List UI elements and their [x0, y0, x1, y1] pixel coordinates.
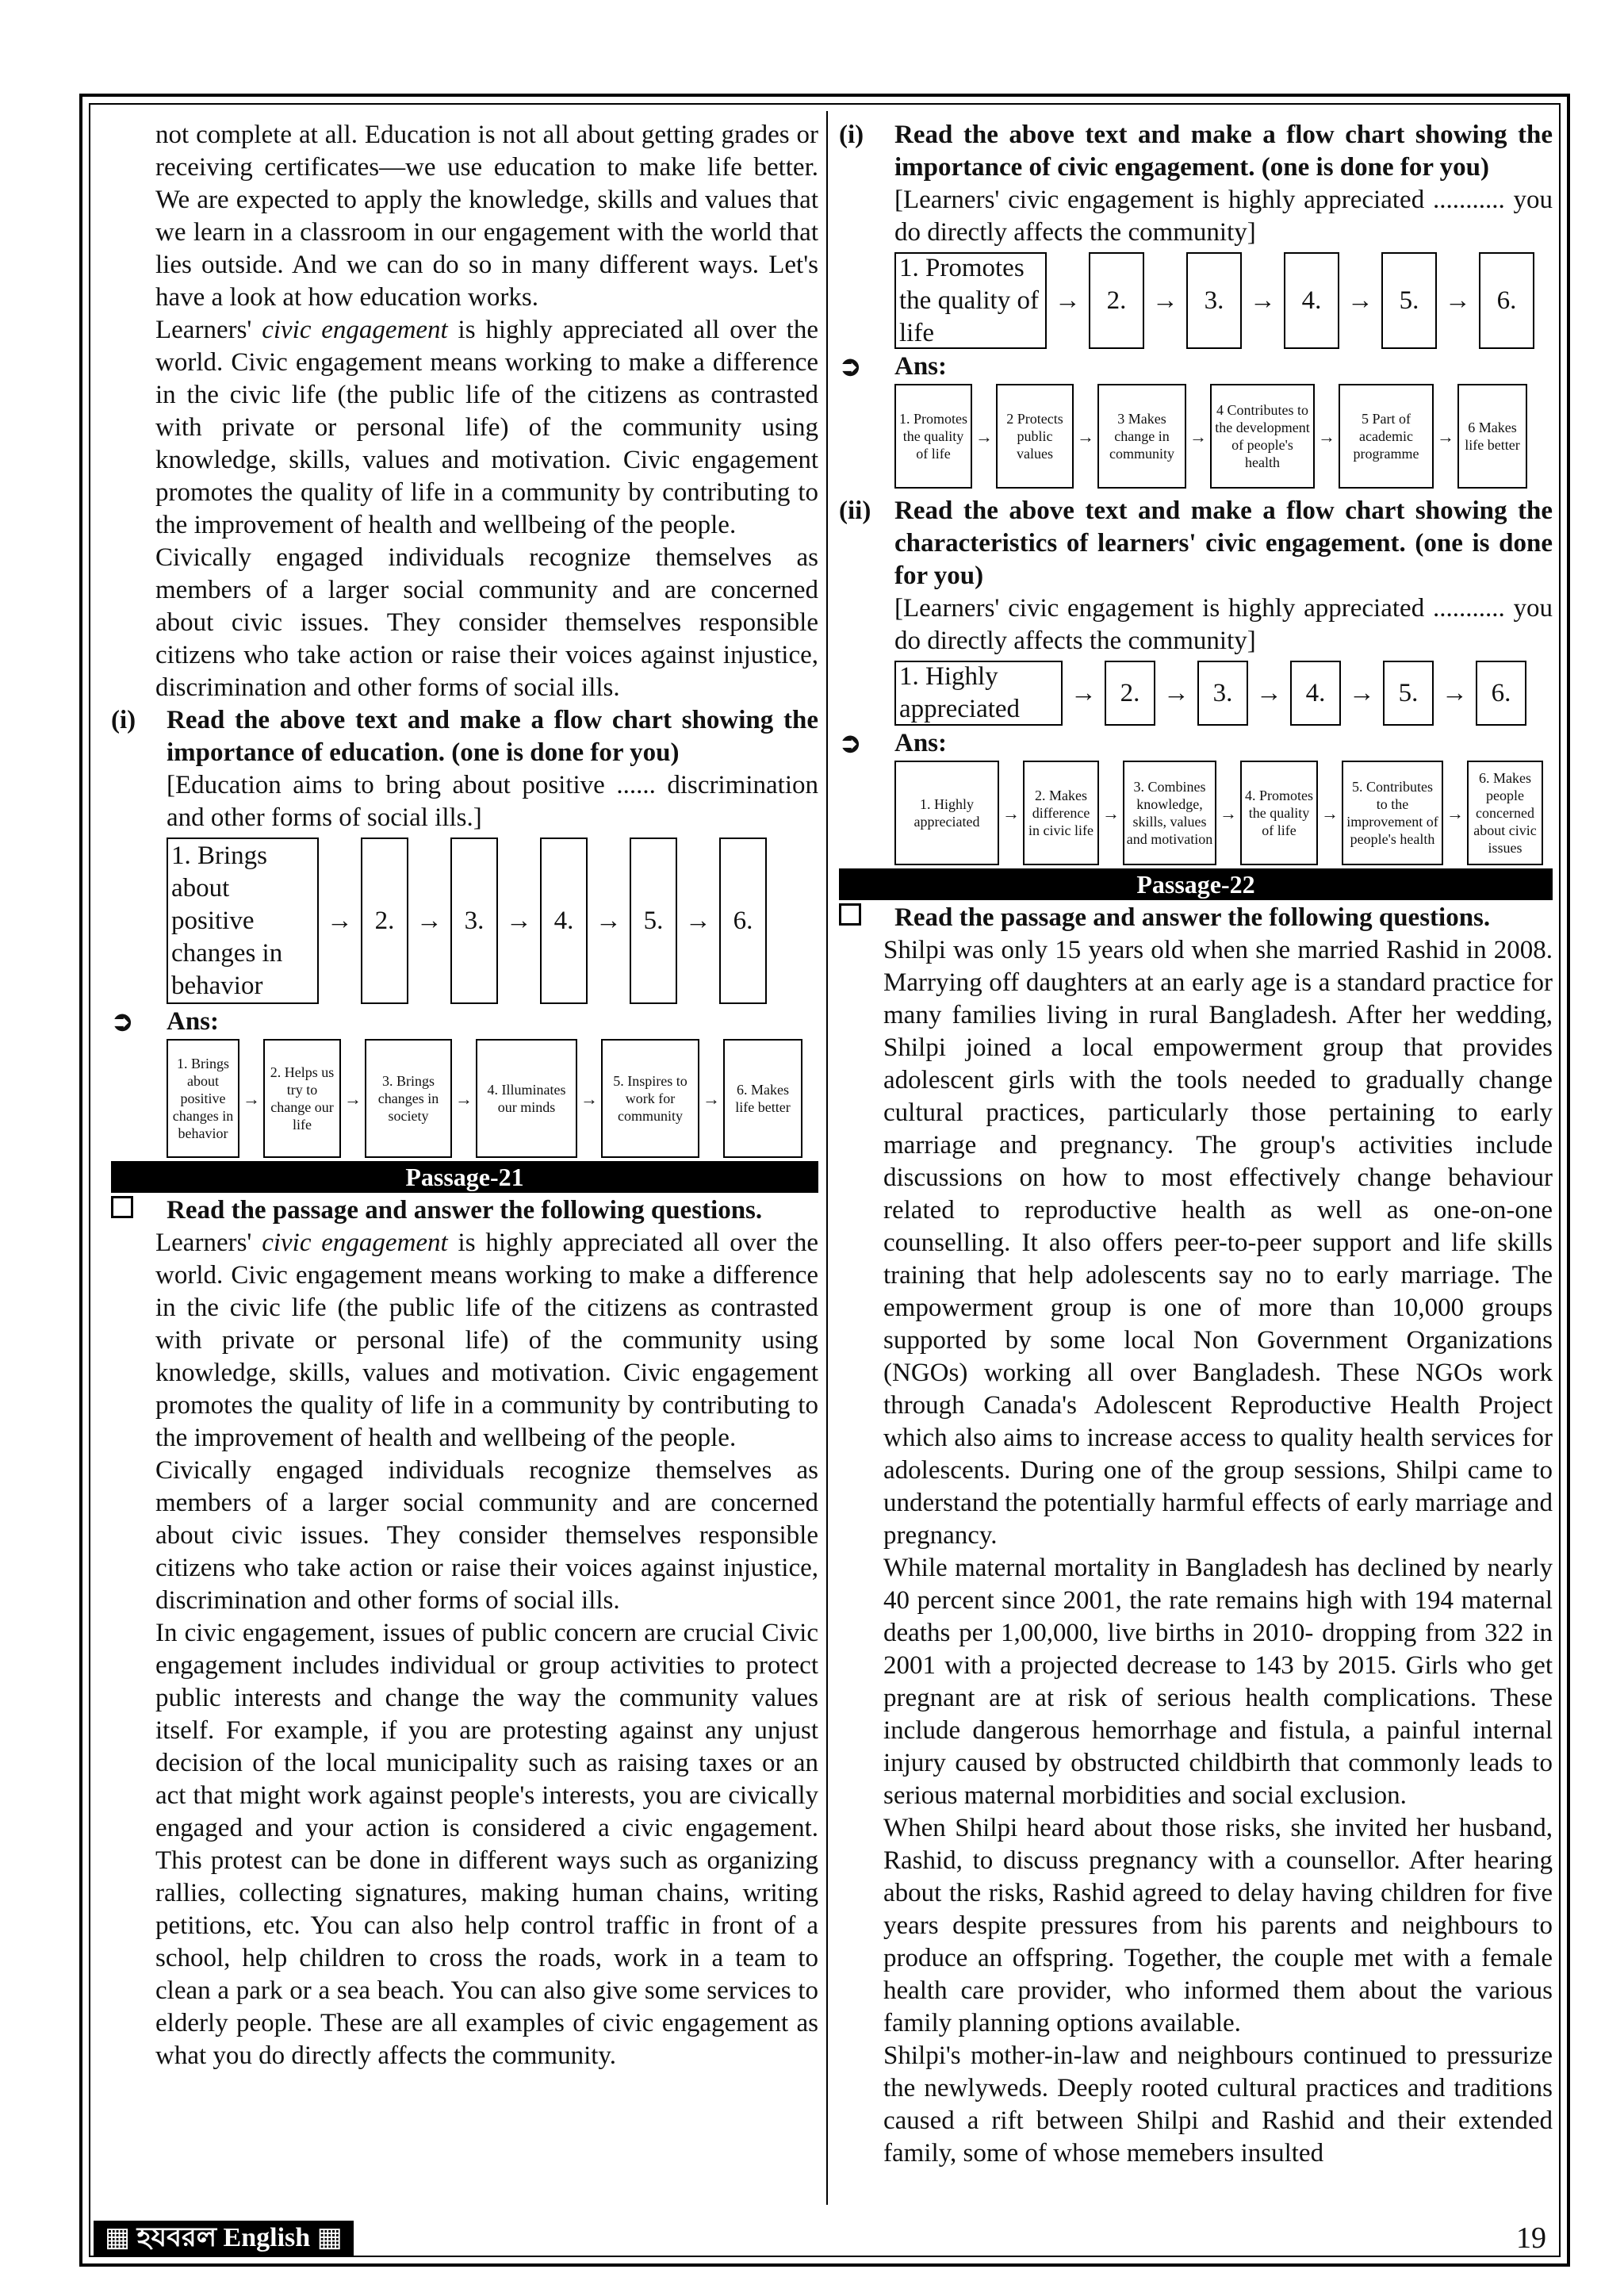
passage-22-bar: Passage-22	[839, 868, 1553, 900]
arrow-icon: →	[1446, 803, 1464, 823]
arrow-icon: →	[580, 1088, 598, 1109]
flow-box-2: 2.	[1089, 252, 1144, 349]
arrow-icon: →	[1321, 803, 1339, 823]
answer-label: ➲ Ans:	[111, 1006, 220, 1037]
arrow-icon: →	[975, 426, 993, 447]
arrow-icon: →	[1055, 286, 1081, 315]
arrow-icon: →	[1002, 803, 1020, 823]
arrow-icon: →	[416, 906, 442, 935]
passage-21-p3: In civic engagement, issues of public concern are crucial Civic engagement includes individual or group activities to protect public interests and change the way the community values itself. For example, if you are protesting against any unjust decision of the local municipality such as raising taxes or an act that might work against people's interests, you are civically engaged and your action is considered a civic engagement. This protest can be done in different ways such as organizing rallies, collecting signatures, making human chains, writing petitions, etc. You can also help control traffic in front of a school, help children to cross the roads, work in a team to clean a park or a sea beach. You can also give some services to elderly people. These are all examples of civic engagement as what you do directly affects the community.	[155, 1619, 818, 2070]
flow-box-4: 4.	[540, 838, 588, 1004]
civic-paragraph-1: Learners' civic engagement is highly appreciated all over the world. Civic engagement means working to make a difference in the civic life (the public life of the citizens as contrasted with private or personal life) of the community using knowledge, skills, values and motivation. Civic engagement promotes the quality of life in a community by contributing to the improvement of health and wellbeing of the people.	[155, 316, 818, 539]
passage-22-p4: Shilpi's mother-in-law and neighbours continued to pressurize the newlyweds. Deeply rooted cultural practices and traditions caused a rift between Shilpi and Rashid and their extended family, some of whose memebers insulted	[883, 2041, 1553, 2168]
passage-22-p3: When Shilpi heard about those risks, she invited her husband, Rashid, to discuss pregnancy with a counsellor. After hearing about the risks, Rashid agreed to delay having children for five years despite pressures from his parents and neighbours to produce an offspring. Together, the couple met with a female health care provider, who informed them about the various family planning options available.	[883, 1814, 1553, 2037]
question-bracket: [Learners' civic engagement is highly appreciated ........... you do directly affects the community]	[894, 186, 1553, 247]
answer-box-4: 4. Promotes the quality of life	[1240, 761, 1318, 865]
arrow-bullet-icon: ➲	[111, 1006, 134, 1037]
arrow-icon: →	[1437, 426, 1454, 447]
question-bracket: [Education aims to bring about positive ...... discrimination and other forms of social ills.]	[167, 771, 818, 832]
answer-box-5: 5. Inspires to work for community	[601, 1039, 699, 1158]
flow-box-4: 4.	[1290, 661, 1341, 726]
arrow-icon: →	[1102, 803, 1120, 823]
arrow-icon: →	[344, 1088, 362, 1109]
arrow-icon: →	[455, 1088, 473, 1109]
answer-box-1: 1. Promotes the quality of life	[894, 384, 972, 489]
flow-box-1: 1. Promotes the quality of life	[894, 252, 1047, 349]
arrow-icon: →	[1163, 678, 1189, 707]
flow-chart-right-1	[894, 252, 1553, 349]
book-icon: ▦	[316, 2223, 343, 2252]
flow-box-6: 6.	[1479, 252, 1534, 349]
flow-box-2: 2.	[1105, 661, 1155, 726]
answer-box-4: 4 Contributes to the development of people's health	[1210, 384, 1315, 489]
checkbox-icon	[111, 1196, 133, 1218]
passage-22-p1: Shilpi was only 15 years old when she married Rashid in 2008. Marrying off daughters at an early age is a standard practice for many families living in rural Bangladesh. After her wedding, Shilpi joined a local empowerment group that provides adolescent girls with the tools needed to gradually change cultural practices, particularly those pertaining to early marriage and pregnancy. The group's activities include discussions on how to most effectively change behaviour related to reproductive health as well as one-on-one counselling. It also offers peer-to-peer support and life skills training that help adolescents say no to early marriage. The empowerment group is one of more than 10,000 groups supported by some local Non Government Organizations (NGOs) working all over Bangladesh. These NGOs work through Canada's Adolescent Reproductive Health Project which also aims to increase access to quality health services for adolescents. During one of the group sessions, Shilpi came to understand the potentially harmful effects of early marriage and pregnancy.	[883, 936, 1553, 1550]
left-column	[111, 119, 818, 2072]
right-column	[839, 119, 1553, 2170]
arrow-icon: →	[243, 1088, 260, 1109]
arrow-icon: →	[327, 906, 353, 935]
arrow-icon: →	[1071, 678, 1097, 707]
answer-box-3: 3. Brings changes in society	[365, 1039, 452, 1158]
flow-box-3: 3.	[450, 838, 498, 1004]
answer-box-3: 3 Makes change in community	[1097, 384, 1186, 489]
arrow-icon: →	[1152, 286, 1178, 315]
answer-label: ➲ Ans:	[839, 728, 948, 758]
instruction-line: Read the passage and answer the following questions.	[111, 1194, 818, 1227]
flow-box-2: 2.	[361, 838, 408, 1004]
arrow-bullet-icon: ➲	[839, 351, 862, 381]
page-number: 19	[1516, 2221, 1546, 2255]
arrow-icon: →	[1349, 678, 1375, 707]
arrow-icon: →	[596, 906, 622, 935]
flow-box-3: 3.	[1197, 661, 1248, 726]
arrow-icon: →	[1256, 678, 1282, 707]
passage-21-p2: Civically engaged individuals recognize themselves as members of a larger social community and are concerned about civic issues. They consider themselves responsible citizens who take action or raise their voices against injustice, discrimination and other forms of social ills.	[155, 1456, 818, 1615]
arrow-icon: →	[1347, 286, 1373, 315]
question-i-right: (i) Read the above text and make a flow chart showing the importance of civic engagement. (one is done for you)	[839, 121, 1553, 182]
answer-box-1: 1. Brings about positive changes in behavior	[167, 1039, 239, 1158]
answer-box-5: 5 Part of academic programme	[1339, 384, 1434, 489]
flow-box-4: 4.	[1284, 252, 1339, 349]
arrow-icon: →	[1318, 426, 1335, 447]
answer-box-6: 6 Makes life better	[1457, 384, 1527, 489]
flow-box-1: 1. Brings about positive changes in behavior	[167, 838, 319, 1004]
instruction-line: Read the passage and answer the following questions.	[839, 902, 1553, 934]
flow-box-5: 5.	[1383, 661, 1434, 726]
answer-box-6: 6. Makes life better	[723, 1039, 802, 1158]
question-ii-right: (ii) Read the above text and make a flow chart showing the characteristics of learners' civic engagement. (one is done for you)	[839, 496, 1553, 590]
answer-box-1: 1. Highly appreciated	[894, 761, 999, 865]
arrow-icon: →	[1445, 286, 1471, 315]
answer-flow-right-1	[894, 384, 1553, 489]
arrow-icon: →	[506, 906, 532, 935]
flow-box-5: 5.	[1381, 252, 1437, 349]
flow-box-6: 6.	[719, 838, 767, 1004]
arrow-icon: →	[1077, 426, 1094, 447]
arrow-icon: →	[1189, 426, 1207, 447]
arrow-icon: →	[703, 1088, 720, 1109]
flow-box-1: 1. Highly appreciated	[894, 661, 1063, 726]
arrow-icon: →	[1442, 678, 1468, 707]
arrow-icon: →	[685, 906, 711, 935]
question-bracket: [Learners' civic engagement is highly appreciated ........... you do directly affects the community]	[894, 594, 1553, 655]
book-icon: ▦	[105, 2223, 131, 2252]
answer-box-4: 4. Illuminates our minds	[476, 1039, 577, 1158]
answer-flow-right-2	[894, 761, 1553, 865]
arrow-icon: →	[1250, 286, 1276, 315]
answer-box-2: 2. Helps us try to change our life	[263, 1039, 341, 1158]
column-divider	[826, 111, 828, 2205]
answer-flow-left	[167, 1039, 818, 1158]
flow-box-3: 3.	[1186, 252, 1242, 349]
checkbox-icon	[839, 903, 861, 926]
question-i-left: (i) Read the above text and make a flow chart showing the importance of education. (one is done for you)	[111, 706, 818, 767]
answer-box-2: 2. Makes difference in civic life	[1023, 761, 1099, 865]
intro-paragraph: not complete at all. Education is not all about getting grades or receiving certificates—we use education to make life better. We are expected to apply the knowledge, skills and values that we learn in a classroom in our engagement with the world that lies outside. And we can do so in many different ways. Let's have a look at how education works.	[155, 121, 818, 312]
arrow-bullet-icon: ➲	[839, 728, 862, 758]
flow-box-6: 6.	[1476, 661, 1526, 726]
passage-22-p2: While maternal mortality in Bangladesh has declined by nearly 40 percent since 2001, the rate remains high with 194 maternal deaths per 1,00,000, live births in 2010- dropping from 322 in 2001 with a projected decrease to 143 by 2015. Girls who get pregnant are at risk of serious health complications. These include dangerous hemorrhage and fistula, a painful internal injury caused by obstructed childbirth that commonly leads to serious maternal morbidities and social exclusion.	[883, 1554, 1553, 1810]
passage-21-bar: Passage-21	[111, 1161, 818, 1193]
footer-brand-logo	[94, 2221, 354, 2256]
flow-chart-right-2	[894, 661, 1553, 726]
answer-box-2: 2 Protects public values	[996, 384, 1074, 489]
flow-chart-left	[167, 838, 818, 1004]
answer-box-3: 3. Combines knowledge, skills, values and motivation	[1123, 761, 1216, 865]
arrow-icon: →	[1220, 803, 1237, 823]
civic-paragraph-2: Civically engaged individuals recognize themselves as members of a larger social community and are concerned about civic issues. They consider themselves responsible citizens who take action or raise their voices against injustice, discrimination and other forms of social ills.	[155, 543, 818, 702]
answer-label: ➲ Ans:	[839, 351, 948, 381]
flow-box-5: 5.	[630, 838, 677, 1004]
passage-21-p1: Learners' civic engagement is highly appreciated all over the world. Civic engagement means working to make a difference in the civic life (the public life of the citizens as contrasted with private or personal life) of the community using knowledge, skills, values and motivation. Civic engagement promotes the quality of life in a community by contributing to the improvement of health and wellbeing of the people.	[155, 1228, 818, 1452]
footer-brand-text: হযবরল English	[136, 2223, 311, 2252]
answer-box-6: 6. Makes people concerned about civic issues	[1467, 761, 1543, 865]
answer-box-5: 5. Contributes to the improvement of people's health	[1342, 761, 1443, 865]
